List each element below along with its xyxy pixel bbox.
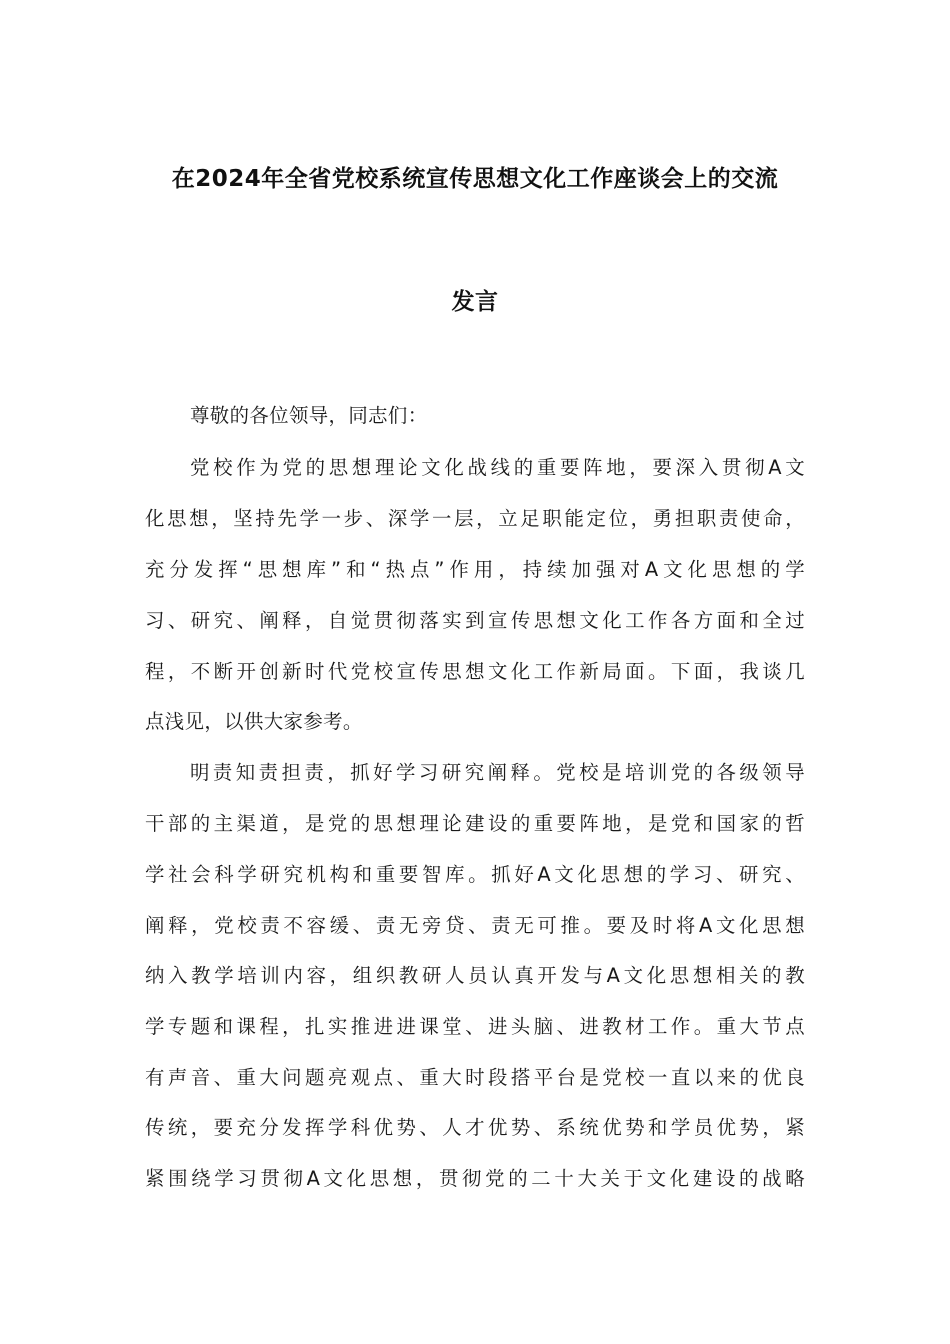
paragraph-1-line: 党校作为党的思想理论文化战线的重要阵地，要深入贯彻A文 [190, 456, 805, 479]
paragraph-2-line: 学专题和课程，扎实推进进课堂、进头脑、进教材工作。重大节点 [145, 1015, 805, 1038]
document-title-line-2: 发言 [451, 289, 499, 315]
paragraph-2-line: 学社会科学研究机构和重要智库。抓好A文化思想的学习、研究、 [145, 863, 805, 886]
paragraph-2-line: 阐释，党校责不容缓、责无旁贷、责无可推。要及时将A文化思想 [145, 914, 805, 937]
document-title-line-1: 在2024年全省党校系统宣传思想文化工作座谈会上的交流 [171, 166, 779, 192]
paragraph-2-line: 明责知责担责，抓好学习研究阐释。党校是培训党的各级领导 [190, 761, 805, 784]
paragraph-2-line: 有声音、重大问题亮观点、重大时段搭平台是党校一直以来的优良 [145, 1066, 805, 1089]
paragraph-1-line: 化思想，坚持先学一步、深学一层，立足职能定位，勇担职责使命， [145, 507, 805, 530]
paragraph-1-line: 程，不断开创新时代党校宣传思想文化工作新局面。下面，我谈几 [145, 660, 805, 683]
paragraph-1-line: 充分发挥“思想库”和“热点”作用，持续加强对A文化思想的学 [145, 558, 805, 581]
paragraph-1-line: 点浅见，以供大家参考。 [145, 710, 363, 733]
salutation: 尊敬的各位领导，同志们： [190, 404, 428, 427]
paragraph-2-line: 传统，要充分发挥学科优势、人才优势、系统优势和学员优势，紧 [145, 1116, 805, 1139]
paragraph-2-line: 干部的主渠道，是党的思想理论建设的重要阵地，是党和国家的哲 [145, 812, 805, 835]
paragraph-2-line: 纳入教学培训内容，组织教研人员认真开发与A文化思想相关的教 [145, 964, 805, 987]
paragraph-2-line: 紧围绕学习贯彻A文化思想，贯彻党的二十大关于文化建设的战略 [145, 1167, 805, 1190]
paragraph-1-line: 习、研究、阐释，自觉贯彻落实到宣传思想文化工作各方面和全过 [145, 609, 805, 632]
